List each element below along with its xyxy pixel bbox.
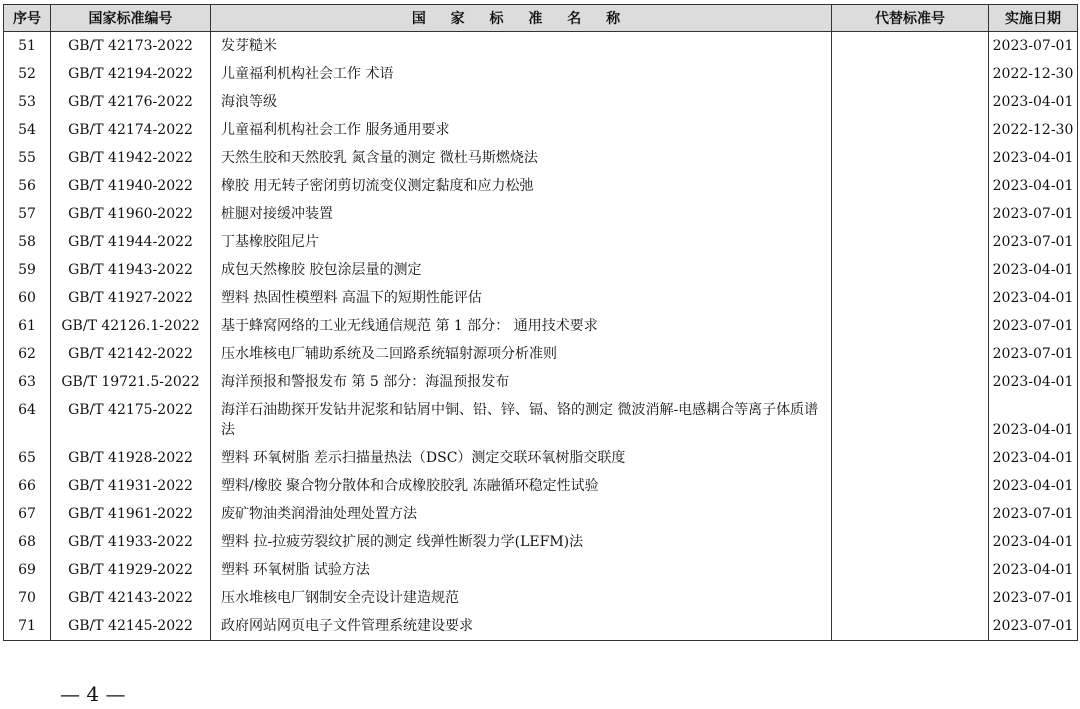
implementation-date: 2023-04-01 — [989, 144, 1078, 172]
row-number: 63 — [4, 368, 51, 396]
replaced-standard — [832, 88, 989, 116]
replaced-standard — [832, 32, 989, 61]
replaced-standard — [832, 612, 989, 641]
standard-code: GB/T 42176-2022 — [51, 88, 211, 116]
table-row — [4, 284, 1078, 312]
standard-code: GB/T 41929-2022 — [51, 556, 211, 584]
replaced-standard — [832, 368, 989, 396]
replaced-standard — [832, 444, 989, 472]
row-number: 54 — [4, 116, 51, 144]
implementation-date: 2022-12-30 — [989, 60, 1078, 88]
standard-name: 丁基橡胶阻尼片 — [211, 228, 832, 256]
implementation-date: 2023-07-01 — [989, 340, 1078, 368]
standard-name: 橡胶 用无转子密闭剪切流变仪测定黏度和应力松弛 — [211, 172, 832, 200]
standard-code: GB/T 42145-2022 — [51, 612, 211, 641]
table-row — [4, 312, 1078, 340]
standard-code: GB/T 41960-2022 — [51, 200, 211, 228]
row-number: 66 — [4, 472, 51, 500]
row-number: 51 — [4, 32, 51, 61]
standard-name: 塑料 环氧树脂 差示扫描量热法（DSC）测定交联环氧树脂交联度 — [211, 444, 832, 472]
table-row — [4, 256, 1078, 284]
header-replace: 代替标准号 — [832, 5, 989, 32]
standard-code: GB/T 42142-2022 — [51, 340, 211, 368]
implementation-date: 2023-07-01 — [989, 32, 1078, 61]
table-row — [4, 32, 1078, 61]
replaced-standard — [832, 312, 989, 340]
row-number: 53 — [4, 88, 51, 116]
row-number: 62 — [4, 340, 51, 368]
header-no: 序号 — [4, 5, 51, 32]
implementation-date: 2023-07-01 — [989, 584, 1078, 612]
table-row — [4, 88, 1078, 116]
standard-name: 塑料 拉-拉疲劳裂纹扩展的测定 线弹性断裂力学(LEFM)法 — [211, 528, 832, 556]
table-row — [4, 472, 1078, 500]
row-number: 67 — [4, 500, 51, 528]
implementation-date: 2023-04-01 — [989, 284, 1078, 312]
table-row — [4, 60, 1078, 88]
row-number: 64 — [4, 396, 51, 444]
table-row — [4, 368, 1078, 396]
row-number: 55 — [4, 144, 51, 172]
implementation-date: 2023-04-01 — [989, 172, 1078, 200]
standard-name: 政府网站网页电子文件管理系统建设要求 — [211, 612, 832, 641]
standard-name: 儿童福利机构社会工作 术语 — [211, 60, 832, 88]
replaced-standard — [832, 200, 989, 228]
row-number: 65 — [4, 444, 51, 472]
standard-name: 废矿物油类润滑油处理处置方法 — [211, 500, 832, 528]
header-name: 国 家 标 准 名 称 — [211, 5, 832, 32]
implementation-date: 2023-04-01 — [989, 556, 1078, 584]
replaced-standard — [832, 396, 989, 444]
standard-code: GB/T 42173-2022 — [51, 32, 211, 61]
replaced-standard — [832, 228, 989, 256]
table-header-row — [4, 5, 1078, 32]
implementation-date: 2023-07-01 — [989, 312, 1078, 340]
implementation-date: 2022-12-30 — [989, 116, 1078, 144]
implementation-date: 2023-04-01 — [989, 396, 1078, 444]
table-row — [4, 612, 1078, 641]
standard-name: 基于蜂窝网络的工业无线通信规范 第 1 部分： 通用技术要求 — [211, 312, 832, 340]
row-number: 56 — [4, 172, 51, 200]
standard-code: GB/T 41940-2022 — [51, 172, 211, 200]
standard-name: 天然生胶和天然胶乳 氮含量的测定 微杜马斯燃烧法 — [211, 144, 832, 172]
table-row — [4, 500, 1078, 528]
standard-name: 发芽糙米 — [211, 32, 832, 61]
standard-code: GB/T 41944-2022 — [51, 228, 211, 256]
standard-name: 成包天然橡胶 胶包涂层量的测定 — [211, 256, 832, 284]
row-number: 70 — [4, 584, 51, 612]
standard-name: 海洋石油勘探开发钻井泥浆和钻屑中铜、铅、锌、镉、铬的测定 微波消解-电感耦合等离子体质谱法 — [211, 396, 832, 444]
table-row — [4, 340, 1078, 368]
replaced-standard — [832, 284, 989, 312]
standard-name: 桩腿对接缓冲装置 — [211, 200, 832, 228]
row-number: 59 — [4, 256, 51, 284]
table-row — [4, 144, 1078, 172]
implementation-date: 2023-07-01 — [989, 228, 1078, 256]
replaced-standard — [832, 528, 989, 556]
implementation-date: 2023-07-01 — [989, 612, 1078, 641]
replaced-standard — [832, 172, 989, 200]
standard-name: 塑料 环氧树脂 试验方法 — [211, 556, 832, 584]
table-row — [4, 528, 1078, 556]
implementation-date: 2023-04-01 — [989, 472, 1078, 500]
replaced-standard — [832, 472, 989, 500]
header-date: 实施日期 — [989, 5, 1078, 32]
row-number: 57 — [4, 200, 51, 228]
replaced-standard — [832, 500, 989, 528]
standard-code: GB/T 41931-2022 — [51, 472, 211, 500]
row-number: 71 — [4, 612, 51, 641]
table-body — [4, 32, 1078, 641]
standard-code: GB/T 42126.1-2022 — [51, 312, 211, 340]
table-row — [4, 200, 1078, 228]
table-row — [4, 228, 1078, 256]
implementation-date: 2023-04-01 — [989, 88, 1078, 116]
standard-code: GB/T 42143-2022 — [51, 584, 211, 612]
header-code: 国家标准编号 — [51, 5, 211, 32]
standard-name: 儿童福利机构社会工作 服务通用要求 — [211, 116, 832, 144]
implementation-date: 2023-04-01 — [989, 256, 1078, 284]
standard-code: GB/T 41942-2022 — [51, 144, 211, 172]
standard-name: 塑料/橡胶 聚合物分散体和合成橡胶胶乳 冻融循环稳定性试验 — [211, 472, 832, 500]
standard-code: GB/T 41943-2022 — [51, 256, 211, 284]
replaced-standard — [832, 256, 989, 284]
table-row — [4, 556, 1078, 584]
row-number: 60 — [4, 284, 51, 312]
standard-code: GB/T 41961-2022 — [51, 500, 211, 528]
standard-code: GB/T 42194-2022 — [51, 60, 211, 88]
implementation-date: 2023-07-01 — [989, 200, 1078, 228]
replaced-standard — [832, 60, 989, 88]
standard-name: 海浪等级 — [211, 88, 832, 116]
replaced-standard — [832, 116, 989, 144]
row-number: 69 — [4, 556, 51, 584]
standards-table — [3, 4, 1078, 641]
standard-name: 海洋预报和警报发布 第 5 部分：海温预报发布 — [211, 368, 832, 396]
replaced-standard — [832, 556, 989, 584]
standard-name: 压水堆核电厂辅助系统及二回路系统辐射源项分析准则 — [211, 340, 832, 368]
table-row — [4, 396, 1078, 444]
standard-code: GB/T 41927-2022 — [51, 284, 211, 312]
row-number: 58 — [4, 228, 51, 256]
replaced-standard — [832, 340, 989, 368]
standard-name: 塑料 热固性模塑料 高温下的短期性能评估 — [211, 284, 832, 312]
implementation-date: 2023-04-01 — [989, 528, 1078, 556]
table-row — [4, 444, 1078, 472]
replaced-standard — [832, 584, 989, 612]
implementation-date: 2023-04-01 — [989, 368, 1078, 396]
row-number: 52 — [4, 60, 51, 88]
row-number: 68 — [4, 528, 51, 556]
standard-code: GB/T 42175-2022 — [51, 396, 211, 444]
standard-name: 压水堆核电厂钢制安全壳设计建造规范 — [211, 584, 832, 612]
standard-code: GB/T 41928-2022 — [51, 444, 211, 472]
row-number: 61 — [4, 312, 51, 340]
table-row — [4, 584, 1078, 612]
implementation-date: 2023-07-01 — [989, 500, 1078, 528]
standard-code: GB/T 42174-2022 — [51, 116, 211, 144]
table-row — [4, 172, 1078, 200]
standard-code: GB/T 19721.5-2022 — [51, 368, 211, 396]
implementation-date: 2023-04-01 — [989, 444, 1078, 472]
page-number: — 4 — — [60, 682, 126, 706]
standard-code: GB/T 41933-2022 — [51, 528, 211, 556]
replaced-standard — [832, 144, 989, 172]
table-row — [4, 116, 1078, 144]
